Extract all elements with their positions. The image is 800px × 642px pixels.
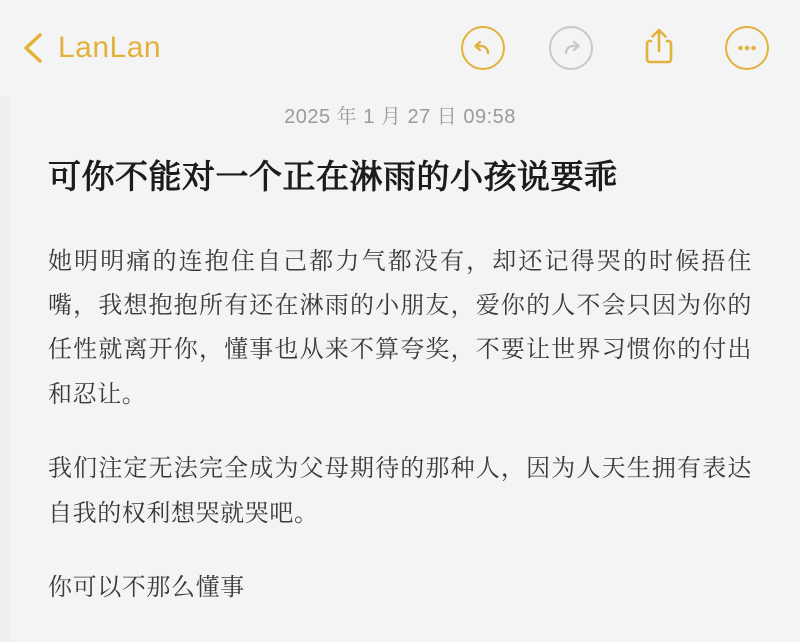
navigation-bar — [0, 0, 800, 96]
nav-title[interactable]: LanLan — [58, 31, 162, 64]
note-content[interactable] — [0, 100, 800, 610]
note-paragraph[interactable]: 我们注定无法完全成为父母期待的那种人，因为人天生拥有表达自我的权利想哭就哭吧。 — [48, 455, 752, 527]
nav-back-group[interactable] — [20, 31, 161, 65]
nav-actions — [460, 25, 770, 71]
note-timestamp: 2025 年 1 月 27 日 09:58 — [284, 106, 516, 128]
share-upload-icon — [643, 26, 675, 71]
redo-button[interactable] — [548, 25, 594, 71]
screen-edge-strip — [0, 0, 10, 642]
undo-arrow-icon — [461, 26, 505, 70]
more-button[interactable] — [724, 25, 770, 71]
undo-button[interactable] — [460, 25, 506, 71]
note-title[interactable]: 可你不能对一个正在淋雨的小孩说要乖 — [48, 158, 618, 195]
chevron-left-icon[interactable] — [20, 31, 46, 65]
note-paragraph[interactable]: 她明明痛的连抱住自己都力气都没有，却还记得哭的时候捂住嘴，我想抱抱所有还在淋雨的小朋友，爱你的人不会只因为你的任性就离开你，懂事也从来不算夸奖，不要让世界习惯你的付出和忍让。 — [48, 247, 752, 408]
redo-arrow-icon — [549, 26, 593, 70]
share-button[interactable] — [636, 25, 682, 71]
more-ellipsis-icon — [725, 26, 769, 70]
note-paragraph[interactable]: 你可以不那么懂事 — [48, 573, 245, 601]
